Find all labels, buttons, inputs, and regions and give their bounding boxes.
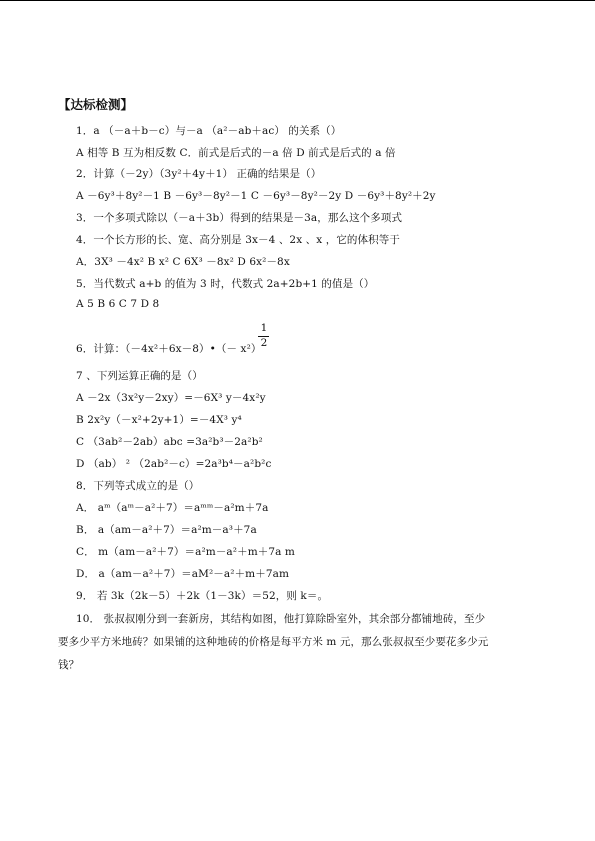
question-2-options: A －6y³＋8y²－1 B －6y³－8y²－1 C －6y³－8y²－2y D －6y³＋8y²＋2y — [76, 190, 436, 202]
question-9: 9． 若 3k（2k－5）＋2k（1－3k）＝52，则 k＝。 — [76, 590, 329, 602]
question-7-option-a: A －2x（3x²y－2xy）=－6X³ y－4x²y — [76, 392, 266, 404]
question-1: 1．a （－a＋b－c）与－a （a²－ab＋ac） 的关系（） — [76, 125, 342, 137]
question-7: 7 、下列运算正确的是（） — [76, 370, 203, 382]
question-3: 3．一个多项式除以（－a＋3b）得到的结果是－3a，那么这个多项式 — [76, 212, 403, 224]
question-7-option-b: B 2x²y（－x²+2y+1）=－4X³ y⁴ — [76, 414, 242, 426]
question-4-options: A．3X³ －4x² B x² C 6X³ －8x² D 6x²－8x — [76, 256, 290, 268]
top-border-rule — [0, 0, 595, 1]
question-7-option-c: C （3ab²－2ab）abc =3a²b³－2a²b² — [76, 436, 263, 448]
fraction-denominator: 2 — [260, 337, 268, 349]
question-5: 5．当代数式 a+b 的值为 3 时，代数式 2a+2b+1 的值是（） — [76, 278, 375, 290]
question-10-line-2: 要多少平方米地砖？如果铺的这种地砖的价格是每平方米 m 元，那么张叔叔至少要花多少元 — [58, 636, 489, 648]
question-8-option-d: D． a（am－a²＋7）＝aM²－a²＋m＋7am — [76, 568, 290, 580]
question-5-options: A 5 B 6 C 7 D 8 — [76, 298, 160, 310]
fraction-numerator: 1 — [260, 322, 268, 334]
question-7-option-d: D （ab） ² （2ab²－c）=2a³b⁴－a²b²c — [76, 458, 272, 470]
question-6: 6．计算：（－4x²＋6x－8）•（－ x²） — [76, 343, 262, 355]
question-8-option-c: C． m（am－a²＋7）＝a²m－a²＋m＋7a m — [76, 546, 295, 558]
question-4: 4．一个长方形的长、宽、高分别是 3x－4 、2x 、x ，它的体积等于 — [76, 234, 400, 246]
question-8-option-b: B． a（am－a²＋7）＝a²m－a³＋7a — [76, 524, 257, 536]
question-8: 8．下列等式成立的是（） — [76, 480, 200, 492]
question-10-line-1: 10． 张叔叔刚分到一套新房，其结构如图，他打算除卧室外，其余部分都铺地砖，至少 — [76, 613, 486, 625]
question-1-options: A 相等 B 互为相反数 C．前式是后式的－a 倍 D 前式是后式的 a 倍 — [76, 147, 396, 159]
question-8-option-a: A． aᵐ（aᵐ－a²＋7）＝aᵐᵐ－a²m＋7a — [76, 502, 269, 514]
question-10-line-3: 钱？ — [58, 659, 80, 671]
question-2: 2．计算（－2y）（3y²＋4y＋1） 正确的结果是（） — [76, 168, 322, 180]
section-title: 【达标检测】 — [58, 97, 134, 112]
